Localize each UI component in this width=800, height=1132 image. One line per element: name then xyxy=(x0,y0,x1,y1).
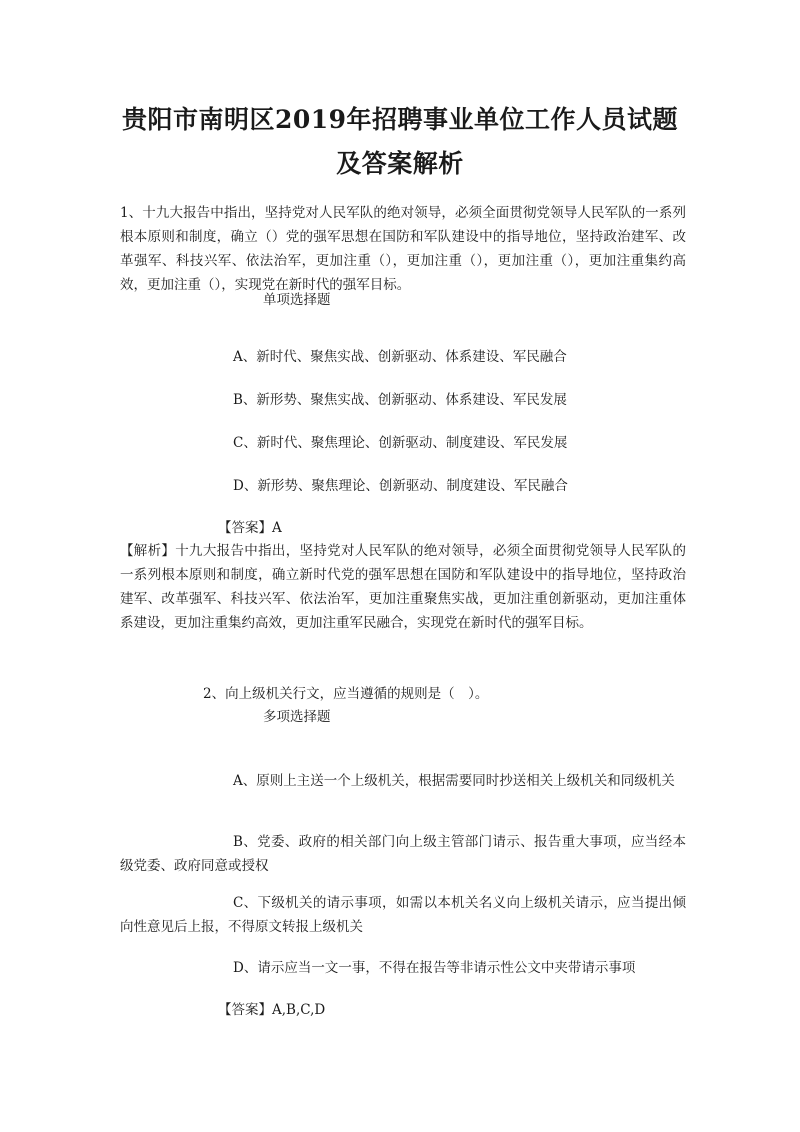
question-1-option-b: B、新形势、聚焦实战、创新驱动、体系建设、军民发展 xyxy=(233,392,567,408)
question-2-option-a: A、原则上主送一个上级机关，根据需要同时抄送相关上级机关和同级机关 xyxy=(233,773,675,789)
question-1-option-d: D、新形势、聚焦理论、创新驱动、制度建设、军民融合 xyxy=(233,478,568,494)
question-2-option-c: C、下级机关的请示事项，如需以本机关名义向上级机关请示，应当提出倾向性意见后上报，不得原文转报上级机关 xyxy=(120,895,686,935)
question-1-stem: 1、十九大报告中指出，坚持党对人民军队的绝对领导，必须全面贯彻党领导人民军队的一系列根本原则和制度，确立（）党的强军思想在国防和军队建设中的指导地位，坚持政治建军、改革强军、科技兴军、依法治军，更加注重（），更加注重（），更加注重（），更加注重集约高效，更加注重（），实现党在新时代的强军目标。 xyxy=(120,205,686,293)
question-2-option-b: B、党委、政府的相关部门向上级主管部门请示、报告重大事项，应当经本级党委、政府同意或授权 xyxy=(120,834,686,874)
question-2-option-d: D、请示应当一文一事，不得在报告等非请示性公文中夹带请示事项 xyxy=(233,960,636,976)
question-2-type: 多项选择题 xyxy=(263,709,331,725)
document-title: 贵阳市南明区2019年招聘事业单位工作人员试题及答案解析 xyxy=(121,105,679,178)
question-2-answer: 【答案】A,B,C,D xyxy=(218,1002,326,1018)
question-1-option-a: A、新时代、聚焦实战、创新驱动、体系建设、军民融合 xyxy=(233,349,567,365)
question-2-stem: 2、向上级机关行文，应当遵循的规则是（ ）。 xyxy=(203,686,489,702)
question-1-explanation: 【解析】十九大报告中指出，坚持党对人民军队的绝对领导，必须全面贯彻党领导人民军队的一系列根本原则和制度，确立新时代党的强军思想在国防和军队建设中的指导地位，坚持政治建军、改革强军、科技兴军、依法治军，更加注重聚焦实战，更加注重创新驱动，更加注重体系建设，更加注重集约高效，更加注重军民融合，实现党在新时代的强军目标。 xyxy=(120,543,686,631)
question-1-answer: 【答案】A xyxy=(218,520,282,536)
question-1-type: 单项选择题 xyxy=(263,292,331,308)
question-1-option-c: C、新时代、聚焦理论、创新驱动、制度建设、军民发展 xyxy=(233,435,568,451)
